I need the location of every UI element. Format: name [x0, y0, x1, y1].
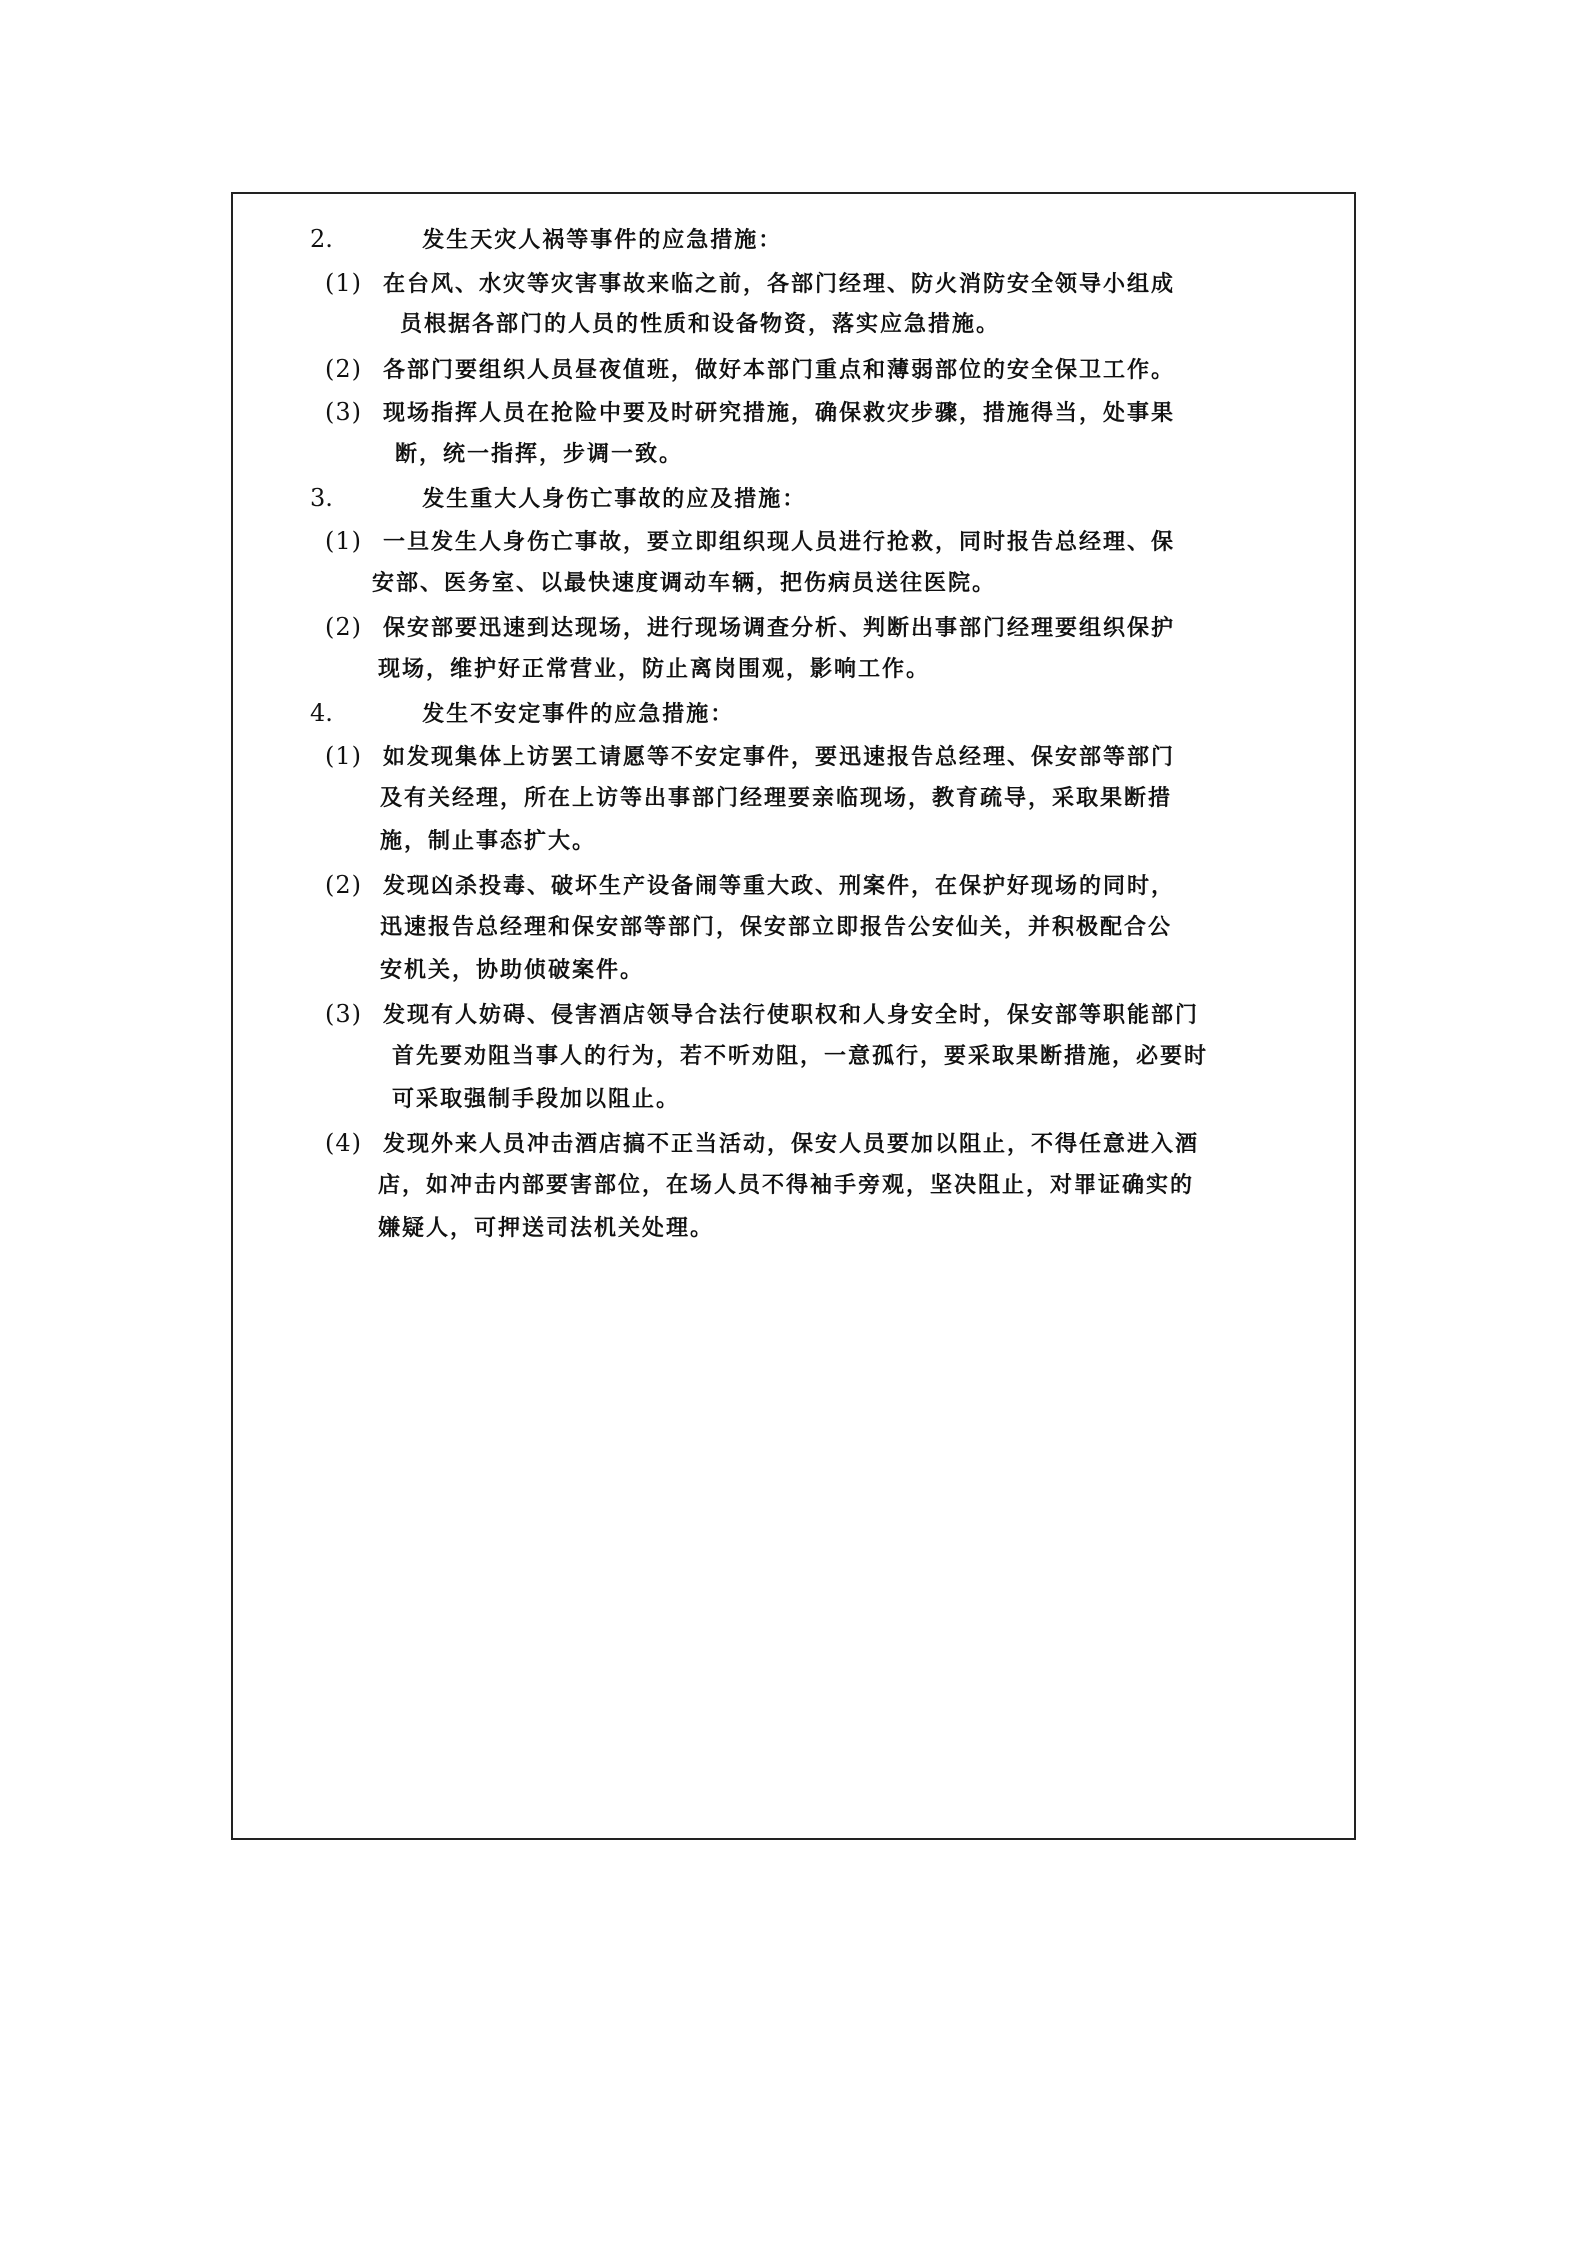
item-text-continued: 安部、医务室、以最快速度调动车辆，把伤病员送往医院。	[372, 571, 997, 596]
item-label: (3)	[325, 1000, 362, 1028]
item-label: (1)	[325, 269, 362, 297]
item-label: (1)	[325, 527, 362, 555]
item-label: (2)	[325, 871, 362, 899]
item-text-continued: 店，如冲击内部要害部位，在场人员不得袖手旁观，坚决阻止，对罪证确实的	[378, 1173, 1195, 1198]
item-text-continued: 员根据各部门的人员的性质和设备物资，落实应急措施。	[400, 312, 1001, 337]
section-title: 发生天灾人祸等事件的应急措施：	[422, 228, 783, 253]
item-text: 保安部要迅速到达现场，进行现场调查分析、判断出事部门经理要组织保护	[383, 616, 1176, 641]
list-item	[325, 526, 1175, 558]
list-item	[325, 612, 1175, 644]
list-item	[325, 999, 1199, 1031]
item-label: (2)	[325, 613, 362, 641]
item-label: (1)	[325, 742, 362, 770]
item-text-continued: 断，统一指挥，步调一致。	[395, 442, 684, 467]
list-item	[325, 1128, 1199, 1160]
item-label: (4)	[325, 1129, 362, 1157]
section-number: 4.	[310, 699, 333, 727]
item-text: 如发现集体上访罢工请愿等不安定事件，要迅速报告总经理、保安部等部门	[383, 745, 1176, 770]
item-label: (3)	[325, 398, 362, 426]
item-text-continued: 及有关经理，所在上访等出事部门经理要亲临现场，教育疏导，采取果断措	[380, 786, 1173, 811]
item-text: 现场指挥人员在抢险中要及时研究措施，确保救灾步骤，措施得当，处事果	[383, 401, 1176, 426]
item-label: (2)	[325, 355, 362, 383]
item-text: 发现有人妨碍、侵害酒店领导合法行使职权和人身安全时，保安部等职能部门	[383, 1003, 1200, 1028]
item-text-continued: 首先要劝阻当事人的行为，若不听劝阻，一意孤行，要采取果断措施，必要时	[392, 1044, 1209, 1069]
list-item	[325, 268, 1175, 300]
section-heading	[310, 698, 734, 730]
section-number: 3.	[310, 484, 333, 512]
item-text-continued: 施，制止事态扩大。	[380, 829, 597, 854]
list-item	[325, 870, 1175, 902]
item-text: 在台风、水灾等灾害事故来临之前，各部门经理、防火消防安全领导小组成	[383, 272, 1176, 297]
section-title: 发生不安定事件的应急措施：	[422, 702, 735, 727]
list-item	[325, 354, 1175, 386]
section-title: 发生重大人身伤亡事故的应及措施：	[422, 487, 807, 512]
item-text-continued: 嫌疑人，可押送司法机关处理。	[378, 1216, 715, 1241]
list-item	[325, 741, 1175, 773]
item-text: 各部门要组织人员昼夜值班，做好本部门重点和薄弱部位的安全保卫工作。	[383, 358, 1176, 383]
item-text-continued: 现场，维护好正常营业，防止离岗围观，影响工作。	[378, 657, 931, 682]
item-text: 发现外来人员冲击酒店搞不正当活动，保安人员要加以阻止，不得任意进入酒	[383, 1132, 1200, 1157]
section-heading	[310, 224, 782, 256]
section-number: 2.	[310, 225, 333, 253]
item-text-continued: 迅速报告总经理和保安部等部门，保安部立即报告公安仙关，并积极配合公	[380, 915, 1173, 940]
item-text-continued: 安机关，协助侦破案件。	[380, 958, 645, 983]
item-text: 一旦发生人身伤亡事故，要立即组织现人员进行抢救，同时报告总经理、保	[383, 530, 1176, 555]
item-text: 发现凶杀投毒、破坏生产设备闹等重大政、刑案件，在保护好现场的同时，	[383, 874, 1176, 899]
item-text-continued: 可采取强制手段加以阻止。	[392, 1087, 681, 1112]
list-item	[325, 397, 1175, 429]
section-heading	[310, 483, 806, 515]
